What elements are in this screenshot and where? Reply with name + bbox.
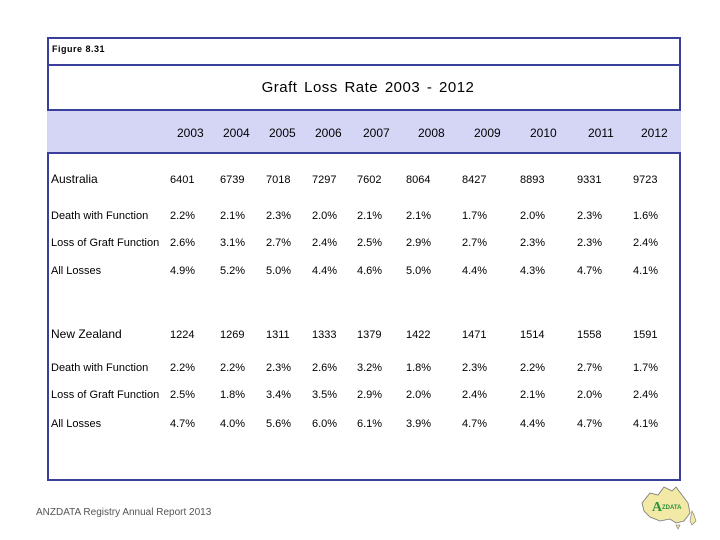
table-cell: 6.0% [312,418,338,430]
anzdata-logo [636,481,700,531]
table-cell: 2.0% [520,210,546,222]
row-label: New Zealand [51,327,122,341]
table-cell: 2.7% [462,237,488,249]
year-header: 2011 [588,126,614,140]
table-cell: 1333 [312,329,337,341]
row-label: Death with Function [51,362,149,374]
table-cell: 1514 [520,329,545,341]
table-cell: 4.6% [357,265,383,277]
table-cell: 2.0% [577,389,603,401]
table-cell: 6401 [170,174,195,186]
svg-text:ZDATA: ZDATA [662,505,682,511]
table-cell: 3.2% [357,362,383,374]
table-cell: 2.4% [633,389,659,401]
year-header: 2012 [641,126,668,140]
table-cell: 2.7% [577,362,603,374]
table-cell: 8064 [406,174,431,186]
table-cell: 4.4% [520,418,546,430]
table-cell: 2.3% [520,237,546,249]
year-header: 2005 [269,126,296,140]
table-cell: 2.3% [266,210,292,222]
table-cell: 4.4% [462,265,488,277]
row-label: Death with Function [51,210,149,222]
table-cell: 2.6% [170,237,196,249]
table-cell: 4.1% [633,265,659,277]
table-cell: 2.2% [170,210,196,222]
table-cell: 1224 [170,329,195,341]
table-cell: 3.9% [406,418,432,430]
table-cell: 4.0% [220,418,246,430]
figure-label: Figure 8.31 [52,44,106,54]
table-cell: 1.6% [633,210,659,222]
table-cell: 1422 [406,329,431,341]
figure-label-row [47,37,681,66]
title-row [47,65,681,111]
row-label: Australia [51,172,98,186]
year-header: 2008 [418,126,445,140]
year-header: 2010 [530,126,557,140]
table-cell: 5.0% [266,265,292,277]
table-cell: 8427 [462,174,487,186]
table-cell: 4.7% [577,265,603,277]
table-cell: 2.0% [406,389,432,401]
table-cell: 3.4% [266,389,292,401]
table-cell: 2.3% [462,362,488,374]
footer-source: ANZDATA Registry Annual Report 2013 [36,507,212,518]
table-cell: 2.4% [633,237,659,249]
table-cell: 5.2% [220,265,246,277]
table-cell: 3.1% [220,237,246,249]
table-cell: 2.2% [520,362,546,374]
year-header: 2006 [315,126,342,140]
table-cell: 2.1% [357,210,383,222]
table-title: Graft Loss Rate 2003 - 2012 [261,79,475,96]
table-cell: 4.4% [312,265,338,277]
table-cell: 1.7% [462,210,488,222]
table-cell: 2.1% [406,210,432,222]
table-cell: 1311 [266,329,290,341]
table-cell: 2.0% [312,210,338,222]
table-cell: 1591 [633,329,658,341]
table-cell: 2.3% [266,362,292,374]
table-cell: 2.5% [357,237,383,249]
table-cell: 2.6% [312,362,338,374]
table-cell: 1.8% [406,362,432,374]
table-cell: 4.7% [462,418,488,430]
table-cell: 1.7% [633,362,659,374]
table-cell: 7018 [266,174,291,186]
table-cell: 2.9% [406,237,432,249]
table-cell: 2.2% [220,362,246,374]
table-cell: 6739 [220,174,245,186]
year-header: 2009 [474,126,501,140]
table-cell: 2.1% [220,210,246,222]
table-cell: 6.1% [357,418,383,430]
table-cell: 4.9% [170,265,196,277]
table-cell: 4.1% [633,418,659,430]
table-cell: 4.7% [577,418,603,430]
table-cell: 7602 [357,174,382,186]
table-cell: 5.6% [266,418,292,430]
table-cell: 1379 [357,329,382,341]
table-cell: 9723 [633,174,658,186]
table-cell: 1.8% [220,389,246,401]
table-cell: 4.7% [170,418,196,430]
table-cell: 2.3% [577,237,603,249]
row-label: All Losses [51,265,102,277]
table-cell: 2.4% [312,237,338,249]
table-cell: 9331 [577,174,602,186]
table-cell: 2.2% [170,362,196,374]
table-cell: 2.3% [577,210,603,222]
year-header: 2007 [363,126,390,140]
row-label: Loss of Graft Function [51,389,160,401]
table-cell: 1269 [220,329,245,341]
row-label: Loss of Graft Function [51,237,160,249]
table-cell: 3.5% [312,389,338,401]
table-cell: 1471 [462,329,487,341]
table-cell: 5.0% [406,265,432,277]
table-cell: 1558 [577,329,602,341]
table-cell: 2.9% [357,389,383,401]
table-cell: 8893 [520,174,545,186]
table-cell: 2.4% [462,389,488,401]
svg-text:A: A [652,500,663,515]
table-cell: 4.3% [520,265,546,277]
row-label: All Losses [51,418,102,430]
table-cell: 2.7% [266,237,292,249]
year-header: 2003 [177,126,204,140]
year-header: 2004 [223,126,250,140]
table-cell: 2.1% [520,389,546,401]
table-cell: 2.5% [170,389,196,401]
table-cell: 7297 [312,174,337,186]
